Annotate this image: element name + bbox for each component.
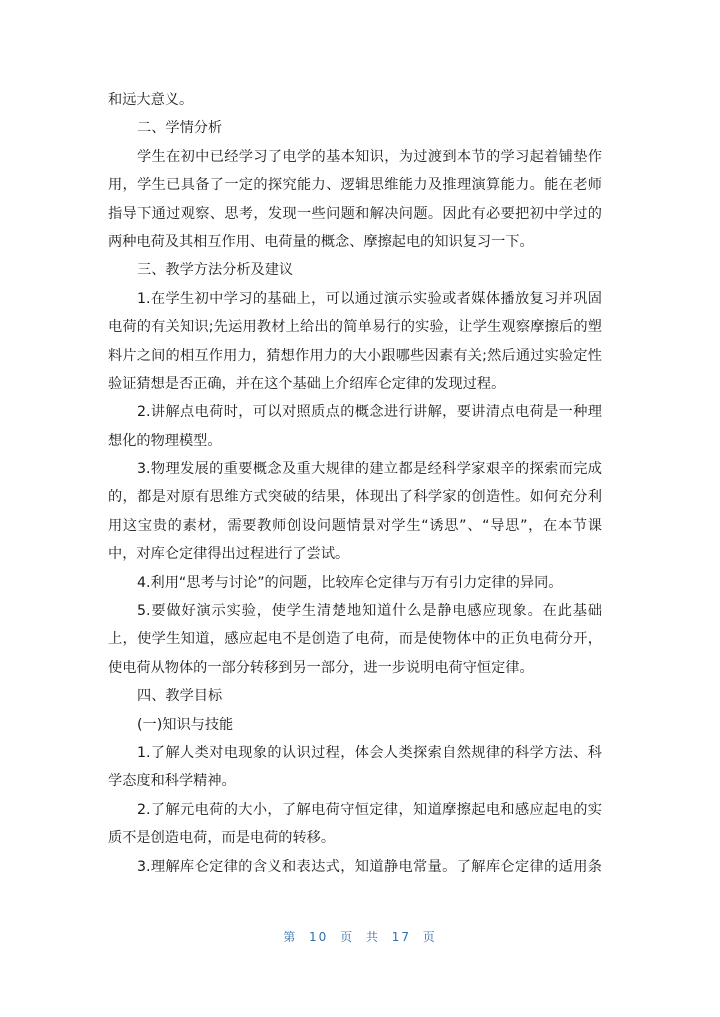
text-line: 两种电荷及其相互作用、电荷量的概念、摩擦起电的知识复习一下。	[108, 233, 534, 250]
text-line: 学态度和科学精神。	[108, 773, 236, 790]
text-line: 质不是创造电荷，而是电荷的转移。	[108, 830, 336, 847]
text-line: 5.要做好演示实验，使学生清楚地知道什么是静电感应现象。在此基础	[137, 603, 602, 620]
text-line: 和远大意义。	[108, 92, 194, 108]
text-line: 用，学生已具备了一定的探究能力、逻辑思维能力及推理演算能力。能在老师	[108, 177, 602, 194]
text-line: 二、学情分析	[137, 120, 223, 137]
text-line: (一)知识与技能	[137, 716, 234, 733]
text-line: 用这宝贵的素材，需要教师创设问题情景对学生“诱思”、“导思”，在本节课	[108, 517, 602, 534]
text-line: 2.讲解点电荷时，可以对照质点的概念进行讲解，要讲清点电荷是一种理	[137, 404, 602, 421]
text-line: 三、教学方法分析及建议	[137, 262, 294, 279]
text-line: 四、教学目标	[137, 688, 223, 705]
text-line: 电荷的有关知识;先运用教材上给出的简单易行的实验，让学生观察摩擦后的塑	[108, 319, 602, 336]
text-line: 1.在学生初中学习的基础上，可以通过演示实验或者媒体播放复习并巩固	[137, 290, 602, 307]
text-line: 3.理解库仑定律的含义和表达式，知道静电常量。了解库仑定律的适用条	[137, 858, 602, 875]
text-line: 料片之间的相互作用力，猜想作用力的大小跟哪些因素有关;然后通过实验定性	[108, 347, 602, 364]
text-line: 使电荷从物体的一部分转移到另一部分，进一步说明电荷守恒定律。	[108, 659, 534, 676]
text-line: 4.利用“思考与讨论”的问题，比较库仑定律与万有引力定律的异同。	[137, 574, 563, 591]
text-line: 中，对库仑定律得出过程进行了尝试。	[108, 546, 350, 563]
text-line: 的，都是对原有思维方式突破的结果，体现出了科学家的创造性。如何充分利	[108, 489, 602, 506]
text-line: 想化的物理模型。	[108, 432, 222, 449]
text-line: 1.了解人类对电现象的认识过程，体会人类探索自然规律的科学方法、科	[137, 744, 602, 761]
text-line: 验证猜想是否正确，并在这个基础上介绍库仑定律的发现过程。	[108, 375, 506, 392]
text-line: 3.物理发展的重要概念及重大规律的建立都是经科学家艰辛的探索而完成	[137, 461, 602, 478]
document-body	[108, 86, 602, 881]
text-line: 上，使学生知道，感应起电不是创造了电荷，而是使物体中的正负电荷分开，	[108, 631, 602, 648]
page-number-footer: 第 10 页 共 17 页	[283, 930, 437, 944]
text-line: 指导下通过观察、思考，发现一些问题和解决问题。因此有必要把初中学过的	[108, 205, 602, 222]
text-line: 学生在初中已经学习了电学的基本知识，为过渡到本节的学习起着铺垫作	[137, 148, 602, 165]
text-line: 2.了解元电荷的大小，了解电荷守恒定律，知道摩擦起电和感应起电的实	[137, 801, 602, 818]
